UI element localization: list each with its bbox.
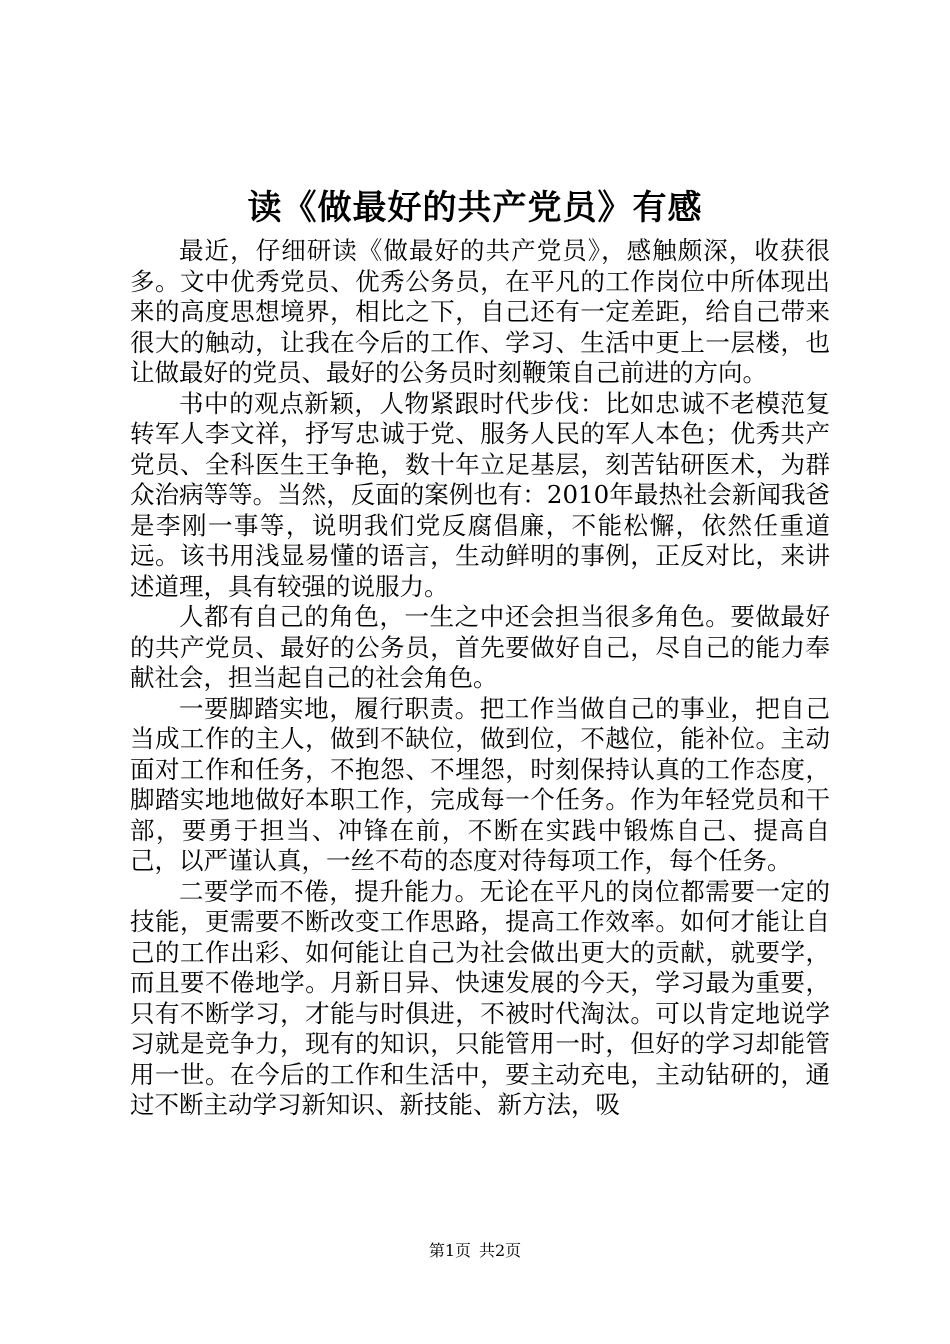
page-footer [0, 1240, 950, 1262]
page-number-total: 共2页 [479, 1241, 522, 1260]
paragraph-2: 书中的观点新颖，人物紧跟时代步伐：比如忠诚不老模范复转军人李文祥，抒写忠诚于党、服务人民的军人本色；优秀共产党员、全科医生王争艳，数十年立足基层，刻苦钻研医术，为群众治病等等。当然，反面的案例也有：2010年最热社会新闻我爸是李刚一事等，说明我们党反腐倡廉，不能松懈，依然任重道远。该书用浅显易懂的语言，生动鲜明的事例，正反对比，来讲述道理，具有较强的说服力。 [130, 388, 830, 601]
document-body [130, 236, 830, 1121]
document-title: 读《做最好的共产党员》有感 [247, 188, 703, 228]
page-number-current: 第1页 [428, 1241, 471, 1260]
paragraph-3: 人都有自己的角色，一生之中还会担当很多角色。要做最好的共产党员、最好的公务员，首先要做好自己，尽自己的能力奉献社会，担当起自己的社会角色。 [130, 602, 830, 692]
paragraph-5: 二要学而不倦，提升能力。无论在平凡的岗位都需要一定的技能，更需要不断改变工作思路，提高工作效率。如何才能让自己的工作出彩、如何能让自己为社会做出更大的贡献，就要学，而且要不倦地学。月新日异、快速发展的今天，学习最为重要，只有不断学习，才能与时俱进，不被时代淘汰。可以肯定地说学习就是竞争力，现有的知识，只能管用一时，但好的学习却能管用一世。在今后的工作和生活中，要主动充电，主动钻研的，通过不断主动学习新知识、新技能、新方法，吸 [130, 876, 830, 1119]
paragraph-4: 一要脚踏实地，履行职责。把工作当做自己的事业，把自己当成工作的主人，做到不缺位，做到位，不越位，能补位。主动面对工作和任务，不抱怨、不埋怨，时刻保持认真的工作态度，脚踏实地地做好本职工作，完成每一个任务。作为年轻党员和干部，要勇于担当、冲锋在前，不断在实践中锻炼自己、提高自己，以严谨认真，一丝不苟的态度对待每项工作，每个任务。 [130, 693, 830, 875]
paragraph-1: 最近，仔细研读《做最好的共产党员》，感触颇深，收获很多。文中优秀党员、优秀公务员，在平凡的工作岗位中所体现出来的高度思想境界，相比之下，自己还有一定差距，给自己带来很大的触动，让我在今后的工作、学习、生活中更上一层楼，也让做最好的党员、最好的公务员时刻鞭策自己前进的方向。 [130, 236, 830, 387]
